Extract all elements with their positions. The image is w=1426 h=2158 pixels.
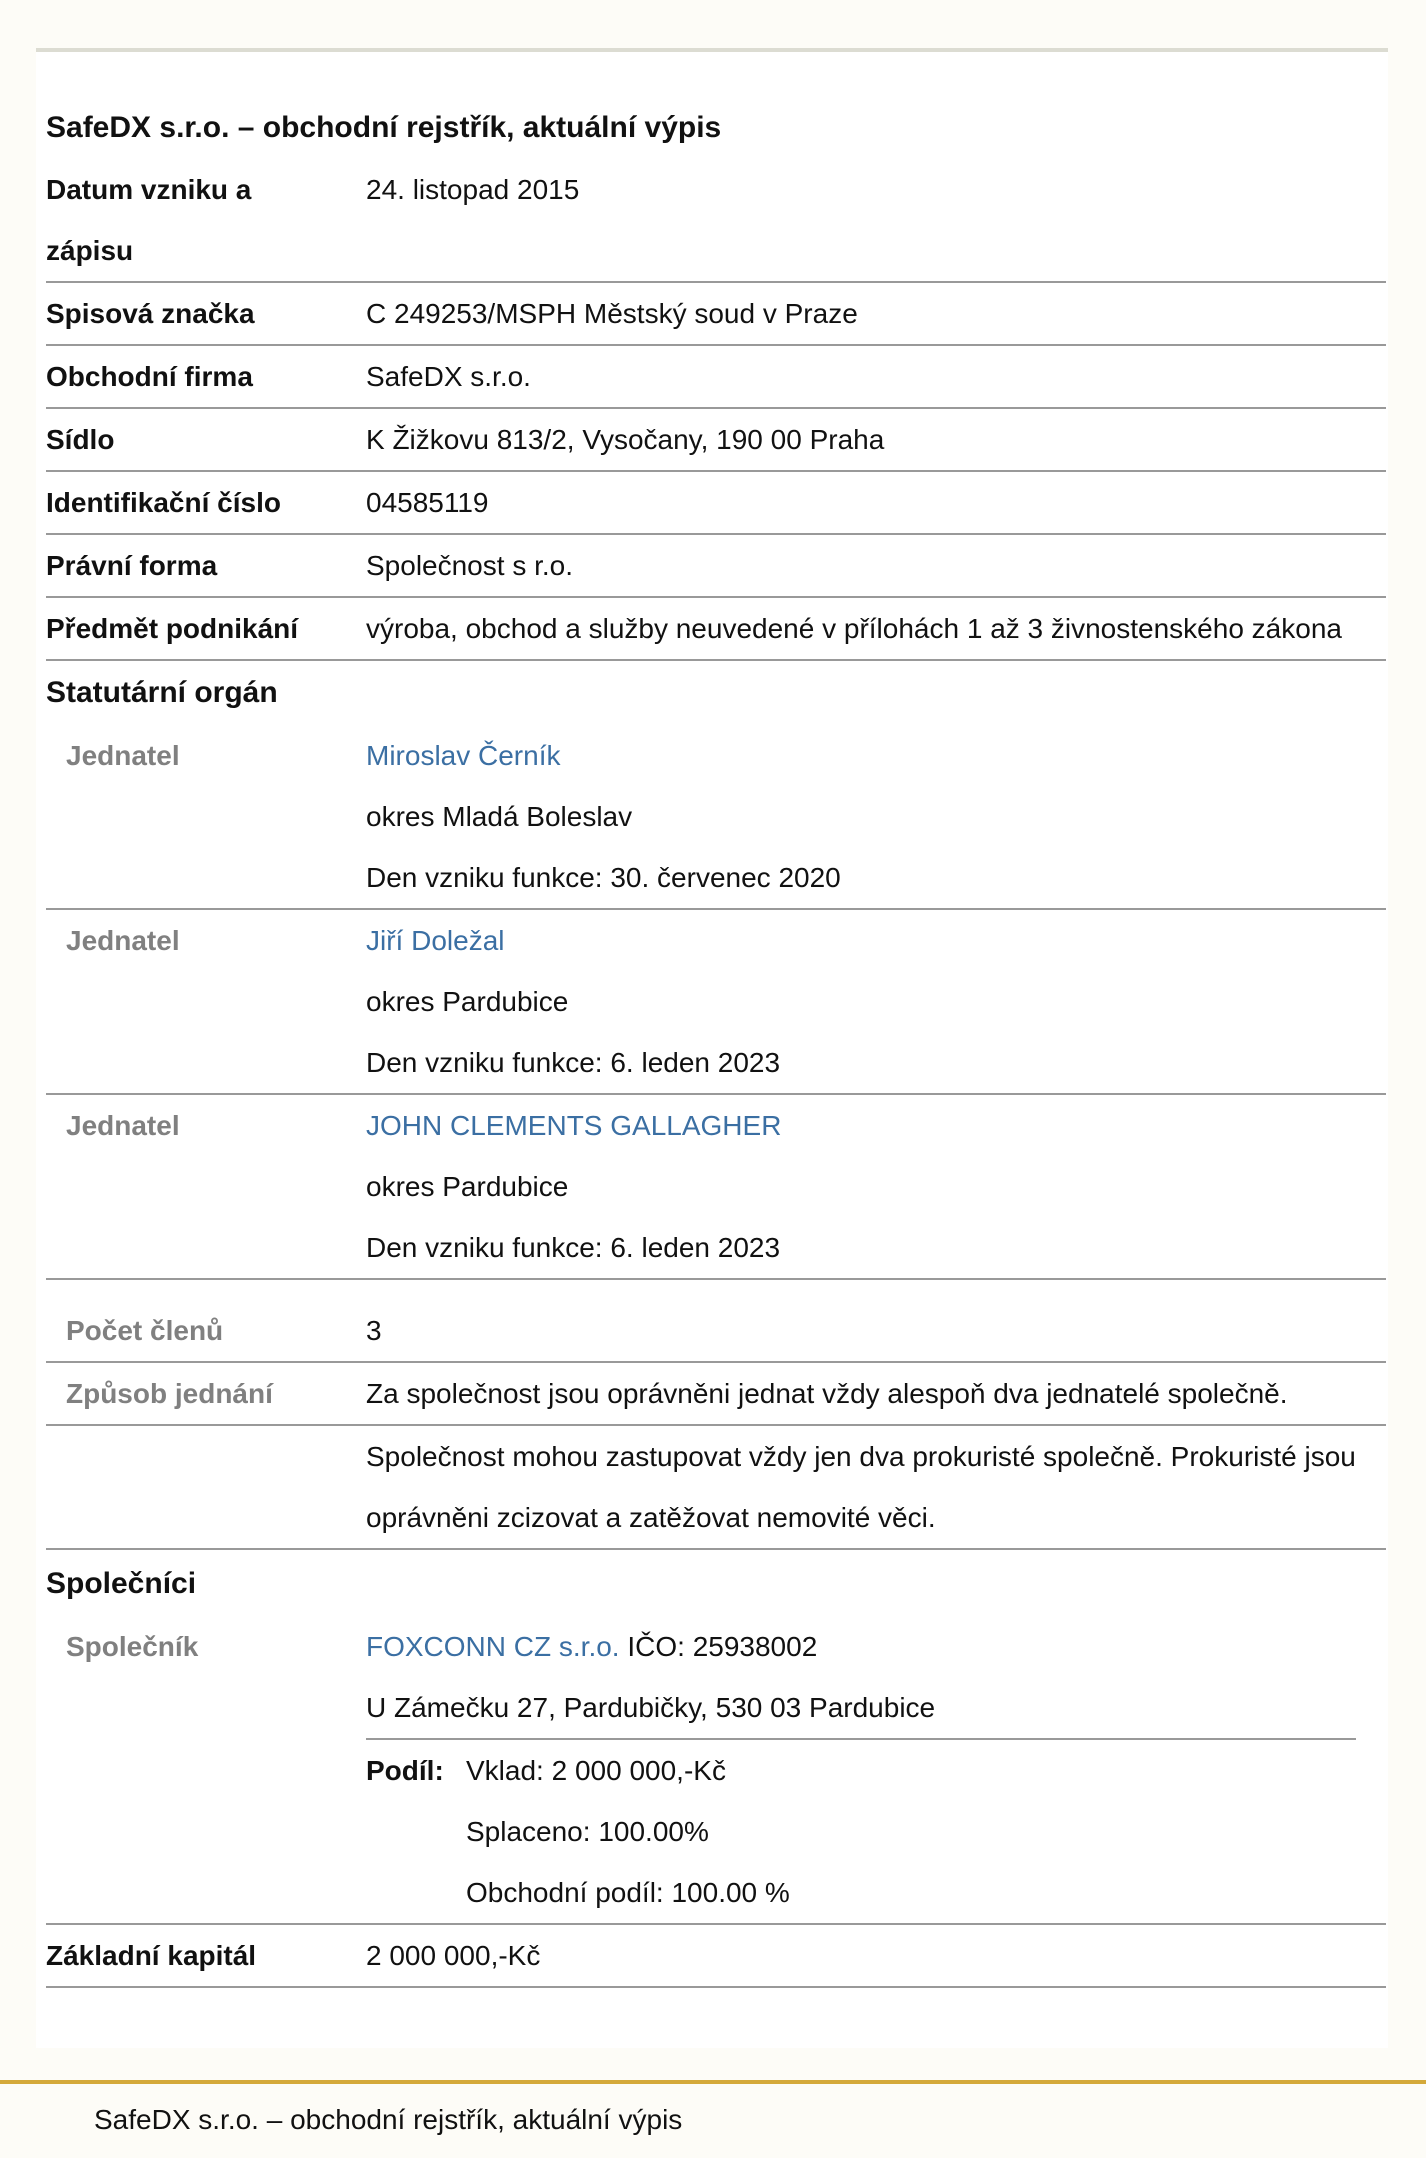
member-details — [366, 910, 1386, 1093]
member-name-link[interactable]: Jiří Doležal — [366, 925, 505, 956]
partner-row — [46, 1616, 1386, 1925]
statutory-heading: Statutární orgán — [46, 676, 278, 709]
value-member-count: 3 — [366, 1315, 382, 1346]
value-business-subject: výroba, obchod a služby neuvedené v přílohách 1 až 3 živnostenského zákona — [366, 613, 1342, 644]
footer-text: SafeDX s.r.o. – obchodní rejstřík, aktuální výpis — [94, 2104, 683, 2135]
partner-name-line — [366, 1616, 1386, 1677]
row-member-count — [46, 1280, 1386, 1363]
label-ico: Identifikační číslo — [46, 487, 281, 518]
statutory-member — [46, 910, 1386, 1095]
register-content — [46, 52, 1386, 1988]
value-founded: 24. listopad 2015 — [366, 174, 580, 205]
label-company-name: Obchodní firma — [46, 361, 253, 392]
member-role: Jednatel — [66, 1110, 180, 1141]
value-seat: K Žižkovu 813/2, Vysočany, 190 00 Praha — [366, 424, 885, 455]
label-founded: Datum vzniku a zápisu — [46, 174, 252, 266]
row-founded — [46, 159, 1386, 283]
value-capital: 2 000 000,-Kč — [366, 1940, 541, 1971]
member-district: okres Pardubice — [366, 986, 569, 1017]
share-deposit: Vklad: 2 000 000,-Kč — [466, 1755, 726, 1786]
share-values — [466, 1740, 790, 1923]
row-business-subject — [46, 598, 1386, 661]
member-since: Den vzniku funkce: 6. leden 2023 — [366, 1232, 781, 1263]
label-seat: Sídlo — [46, 424, 115, 455]
row-seat — [46, 409, 1386, 472]
value-file-number: C 249253/MSPH Městský soud v Praze — [366, 298, 858, 329]
partner-share-block — [366, 1738, 1356, 1923]
member-details — [366, 725, 1386, 908]
statutory-member — [46, 1095, 1386, 1280]
row-procuration — [46, 1426, 1386, 1550]
partner-name-link[interactable]: FOXCONN CZ s.r.o. — [366, 1631, 620, 1662]
page-title: SafeDX s.r.o. – obchodní rejstřík, aktuální výpis — [46, 111, 722, 144]
row-file-number — [46, 283, 1386, 346]
share-paid: Splaceno: 100.00% — [466, 1816, 709, 1847]
partner-ico: IČO: 25938002 — [627, 1631, 818, 1662]
member-name-link[interactable]: Miroslav Černík — [366, 740, 561, 771]
share-percentage: Obchodní podíl: 100.00 % — [466, 1877, 790, 1908]
member-role: Jednatel — [66, 925, 180, 956]
page-footer — [0, 2080, 1426, 2158]
label-acting-method: Způsob jednání — [66, 1378, 273, 1409]
share-label: Podíl: — [366, 1755, 444, 1786]
partner-address: U Zámečku 27, Pardubičky, 530 03 Pardubice — [366, 1692, 936, 1723]
row-ico — [46, 472, 1386, 535]
member-since: Den vzniku funkce: 6. leden 2023 — [366, 1047, 781, 1078]
label-business-subject: Předmět podnikání — [46, 613, 299, 644]
member-district: okres Pardubice — [366, 1171, 569, 1202]
label-file-number: Spisová značka — [46, 298, 255, 329]
partner-details — [366, 1616, 1386, 1923]
value-procuration: Společnost mohou zastupovat vždy jen dva prokuristé společně. Prokuristé jsou oprávněni zcizovat a zatěžovat nemovité věci. — [366, 1441, 1356, 1533]
member-role: Jednatel — [66, 740, 180, 771]
member-since: Den vzniku funkce: 30. červenec 2020 — [366, 862, 841, 893]
member-details — [366, 1095, 1386, 1278]
row-legal-form — [46, 535, 1386, 598]
label-member-count: Počet členů — [66, 1315, 224, 1346]
row-company-name — [46, 346, 1386, 409]
row-capital — [46, 1925, 1386, 1988]
member-name-link[interactable]: JOHN CLEMENTS GALLAGHER — [366, 1110, 782, 1141]
label-capital: Základní kapitál — [46, 1940, 257, 1971]
member-district: okres Mladá Boleslav — [366, 801, 633, 832]
register-panel — [36, 48, 1388, 2048]
value-legal-form: Společnost s r.o. — [366, 550, 574, 581]
label-legal-form: Právní forma — [46, 550, 218, 581]
row-acting-method — [46, 1363, 1386, 1426]
statutory-member — [46, 725, 1386, 910]
value-company-name: SafeDX s.r.o. — [366, 361, 531, 392]
value-ico: 04585119 — [366, 487, 489, 518]
value-acting-method: Za společnost jsou oprávněni jednat vždy alespoň dva jednatelé společně. — [366, 1378, 1288, 1409]
partner-role: Společník — [66, 1631, 199, 1662]
partners-heading: Společníci — [46, 1567, 197, 1600]
